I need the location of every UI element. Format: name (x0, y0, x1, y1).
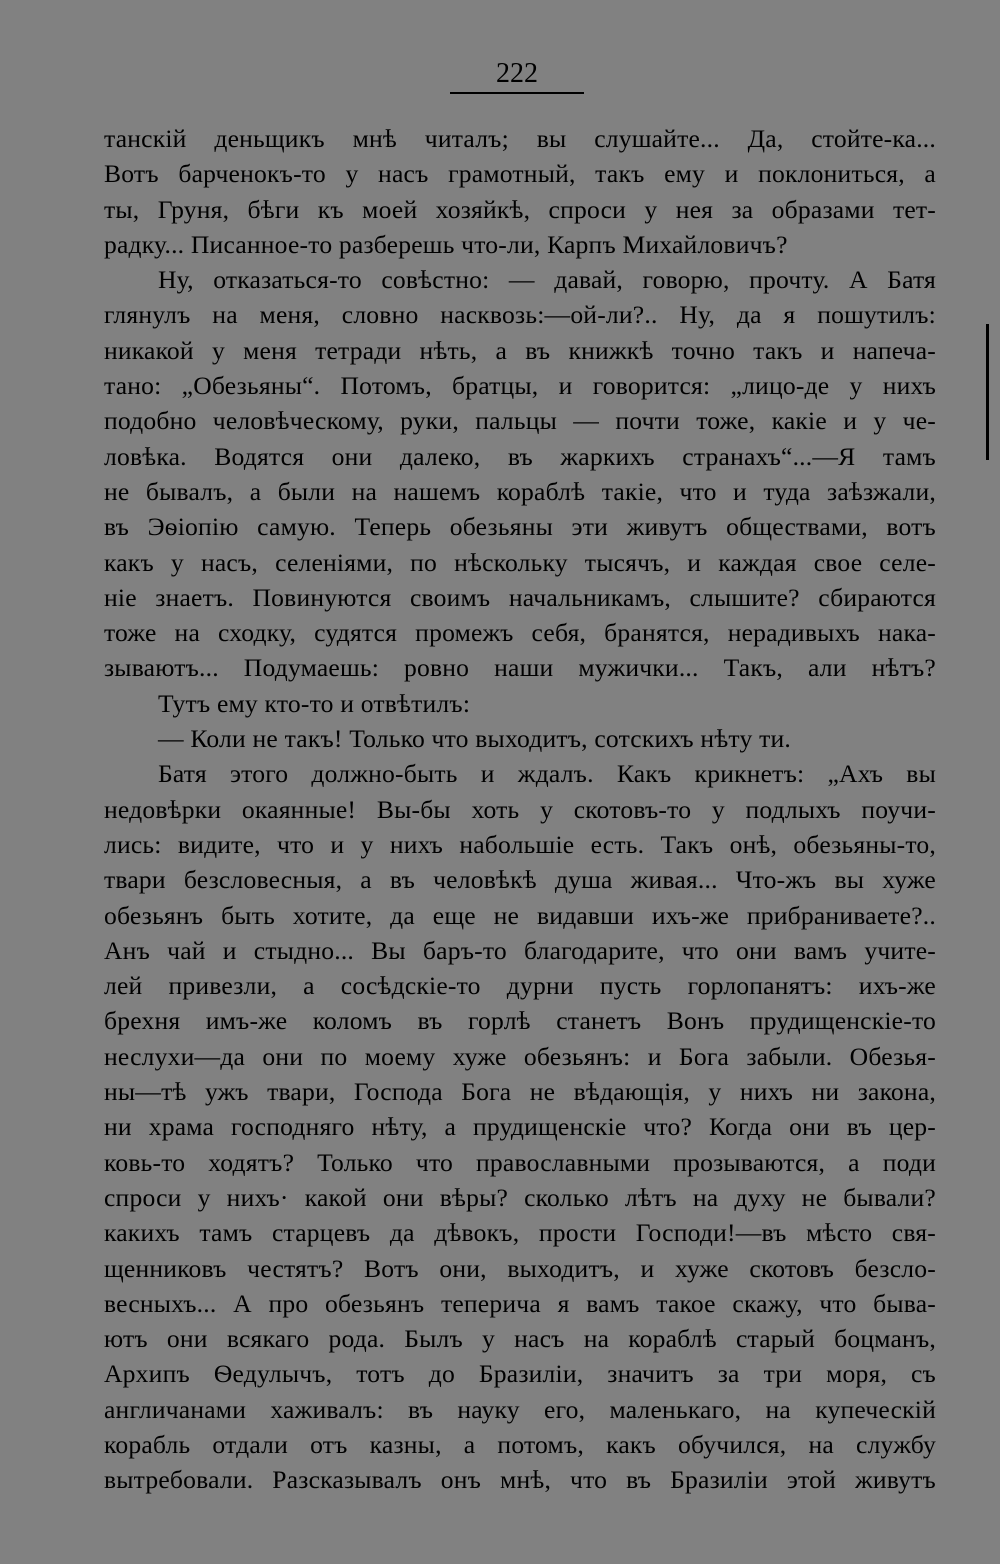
text-line: ковь-то ходятъ? Только что православными прозываются, а поди (104, 1147, 936, 1177)
text-line: глянулъ на меня, словно насквозь:—ой-ли?.. Ну, да я пошутилъ: (104, 300, 936, 330)
text-line: Батя этого должно-быть и ждалъ. Какъ крикнетъ: „Ахъ вы (158, 759, 936, 789)
text-line: ты, Груня, бѣги къ моей хозяйкѣ, спроси у нея за образами тет- (104, 194, 936, 224)
text-line: никакой у меня тетради нѣть, а въ книжкѣ точно такъ и напеча- (104, 335, 936, 365)
text-line: Анъ чай и стыдно... Вы баръ-то благодарите, что они вамъ учите- (104, 935, 936, 965)
text-line: не бывалъ, а были на нашемъ кораблѣ такіе, что и туда заѣзжали, (104, 476, 936, 506)
text-line: твари безсловесныя, а въ человѣкѣ душа живая... Что-жъ вы хуже (104, 865, 936, 895)
text-line: лись: видите, что и у нихъ набольшіе есть. Такъ онѣ, обезьяны-то, (104, 829, 936, 859)
page-number: 222 (450, 56, 584, 94)
text-line: — Коли не такъ! Только что выходитъ, сотскихъ нѣту ти. (158, 724, 791, 754)
text-line: какихъ тамъ старцевъ да дѣвокъ, прости Господи!—въ мѣсто свя- (104, 1218, 936, 1248)
text-line: спроси у нихъ· какой они вѣры? сколько лѣтъ на духу не бывали? (104, 1182, 936, 1212)
text-line: англичанами хаживалъ: въ науку его, маленькаго, на купеческій (104, 1394, 936, 1424)
text-line: радку... Писанное-то разберешь что-ли, Карпъ Михайловичъ? (104, 229, 788, 259)
text-line: Архипъ Ѳедулычъ, тотъ до Бразиліи, значитъ за три моря, съ (104, 1359, 936, 1389)
text-line: вытребовали. Разсказывалъ онъ мнѣ, что въ Бразиліи этой живутъ (104, 1465, 936, 1495)
page-text (104, 121, 936, 1498)
text-line: подобно человѣческому, руки, пальцы — почти тоже, какіе и у че- (104, 406, 936, 436)
margin-mark (986, 324, 989, 460)
text-line: ловѣка. Водятся они далеко, въ жаркихъ странахъ“...—Я тамъ (104, 441, 936, 471)
text-line: Вотъ барченокъ-то у насъ грамотный, такъ ему и поклониться, а (104, 159, 936, 189)
text-line: весныхъ... А про обезьянъ теперича я вамъ такое скажу, что быва- (104, 1288, 936, 1318)
text-line: брехня имъ-же коломъ въ горлѣ станетъ Вонъ прудищенскіе-то (104, 1006, 936, 1036)
text-line: Тутъ ему кто-то и отвѣтилъ: (158, 688, 471, 718)
text-line: ни храма господняго нѣту, а прудищенскіе что? Когда они въ цер- (104, 1112, 936, 1142)
text-line: ютъ они всякаго рода. Былъ у насъ на кораблѣ старый боцманъ, (104, 1324, 936, 1354)
text-line: корабль отдали отъ казны, а потомъ, какъ обучился, на службу (104, 1429, 936, 1459)
text-line: въ Эѳіопію самую. Теперь обезьяны эти живутъ обществами, вотъ (104, 512, 936, 542)
text-line: обезьянъ быть хотите, да еще не видавши ихъ-же прибраниваете?.. (104, 900, 936, 930)
text-line: щенниковъ честятъ? Вотъ они, выходитъ, и хуже скотовъ безсло- (104, 1253, 936, 1283)
text-line: ніе знаетъ. Повинуются своимъ начальникамъ, слышите? сбираются (104, 582, 936, 612)
text-line: тано: „Обезьяны“. Потомъ, братцы, и говорится: „лицо-де у нихъ (104, 371, 936, 401)
text-line: неслухи—да они по моему хуже обезьянъ: и Бога забыли. Обезья- (104, 1041, 936, 1071)
text-line: лей привезли, а сосѣдскіе-то дурни пусть горлопанятъ: ихъ-же (104, 971, 936, 1001)
text-line: ны—тѣ ужъ твари, Господа Бога не вѣдающія, у нихъ ни закона, (104, 1077, 936, 1107)
text-line: недовѣрки окаянные! Вы-бы хоть у скотовъ-то у подлыхъ поучи- (104, 794, 936, 824)
text-line: Ну, отказаться-то совѣстно: — давай, говорю, прочту. А Батя (158, 265, 936, 295)
text-line: какъ у насъ, селеніями, по нѣскольку тысячъ, и каждая свое селе- (104, 547, 936, 577)
text-line: зываютъ... Подумаешь: ровно наши мужички... Такъ, али нѣтъ? (104, 653, 936, 683)
text-line: тоже на сходку, судятся промежъ себя, бранятся, нерадивыхъ нака- (104, 618, 936, 648)
text-line: танскій деньщикъ мнѣ читалъ; вы слушайте... Да, стойте-ка... (104, 124, 936, 153)
